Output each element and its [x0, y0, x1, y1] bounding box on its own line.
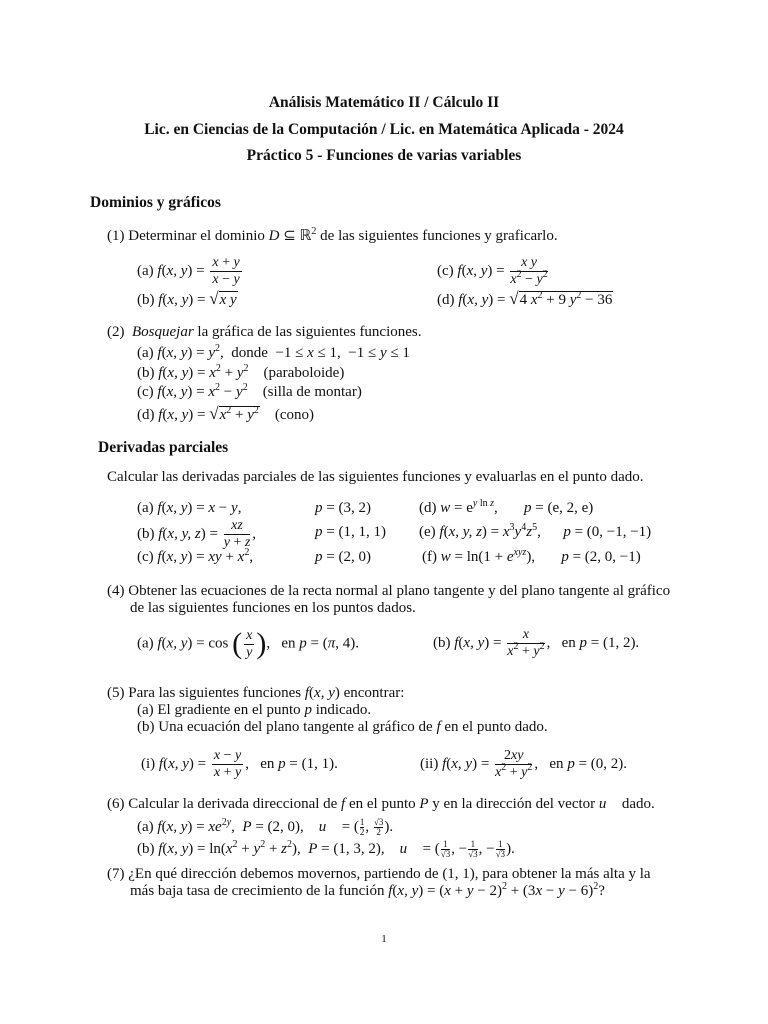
- problem-7-statement-line2: más baja tasa de crecimiento de la función f(x, $y) = (x + y - 2)^2 + (3x - y - 6)^2$?: [130, 881, 605, 899]
- problem-5a: (a) El gradiente en el punto p indicado.: [137, 702, 372, 718]
- course-title: Análisis Matemático II / Cálculo II: [268, 94, 500, 111]
- problem-6a: (a) f(x, $y) = xe^{2y}$, P = (2, 0), u⃗ = ( $\frac{1}{2}$ , $\frac{√3}{2}$ ).: [137, 816, 394, 837]
- problem-7-statement-line1: (7) ¿En qué dirección debemos movernos, partiendo de (1, 1), para obtener la más alta y la: [107, 866, 651, 882]
- section-heading-partials: Derivadas parciales: [98, 439, 229, 456]
- problem-1-statement: (1) Determinar el dominio D ⊆ ℝ$^2$ de las siguientes funciones y graficarlo.: [107, 226, 558, 244]
- problem-5-statement: (5) Para las siguientes funciones f(x, y) encontrar:: [107, 685, 405, 701]
- problem-5b: (b) Una ecuación del plano tangente al gráfico de f en el punto dado.: [137, 719, 548, 735]
- problem-3-statement: Calcular las derivadas parciales de las siguientes funciones y evaluarlas en el punto dado.: [107, 469, 644, 485]
- problem-4-statement-line1: (4) Obtener las ecuaciones de la recta normal al plano tangente y del plano tangente al gráfico: [107, 583, 671, 599]
- practice-title: Práctico 5 - Funciones de varias variables: [246, 147, 522, 164]
- problem-4a: (a) f(x, y) = cos ( $\frac{x}{y}$ ), en p = (π, 4).: [137, 627, 359, 660]
- problem-3a-point: p = (3, 2): [315, 500, 371, 516]
- page-number: 1: [381, 933, 387, 945]
- problem-1c: (c) f(x, y) = $\frac{\text{x y}}{x^2 - y^2}$: [437, 255, 548, 287]
- problem-3b: (b) f(x, y, z) = $\frac{xz}{y + z}$ ,: [137, 518, 257, 550]
- problem-3c-point: p = (2, 0): [315, 549, 371, 565]
- problem-2-statement: (2) Bosquejar la gráfica de las siguientes funciones.: [107, 324, 422, 340]
- section-heading-domains: Dominios y gráficos: [90, 194, 221, 211]
- problem-2a: (a) f(x, $y) = y^2$, donde −1 ≤ x ≤ 1, −1 ≤ y ≤ 1: [137, 343, 410, 361]
- program-title: Lic. en Ciencias de la Computación / Lic. en Matemática Aplicada - 2024: [144, 121, 624, 138]
- problem-1d: (d) f(x, y) = √4 $x^2 + 9$ $y^2 - 36$: [437, 289, 613, 308]
- problem-3f: (f) $w = \ln(1 + e^{xyz})$, p = (2, 0, −1): [422, 547, 641, 565]
- problem-2b: (b) f(x, $y) = x^2 + y^2$ (paraboloide): [137, 363, 345, 381]
- problem-5i: (i) f(x, y) = $\frac{x - y}{x + y}$ , en p = (1, 1).: [141, 748, 338, 780]
- problem-2d: (d) f(x, $y) = √x^2 + y^2$ (cono): [137, 404, 315, 423]
- problem-2c: (c) f(x, $y) = x^2 - y^2$ (silla de montar): [137, 382, 362, 400]
- problem-3b-point: p = (1, 1, 1): [315, 524, 386, 540]
- problem-3d: (d) $w = e^{y ln z}$, p = (e, 2, e): [419, 498, 594, 516]
- problem-3c: (c) f(x, y) = xy + $x^2$,: [137, 547, 254, 565]
- problem-6-statement: (6) Calcular la derivada direccional de f en el punto P y en la dirección del vector u⃗ dado.: [107, 796, 655, 812]
- problem-3a: (a) f(x, y) = x − y,: [137, 500, 242, 516]
- problem-4b: (b) f(x, y) = $\frac{x}{x^2 + y^2}$ , en p = (1, 2).: [433, 627, 640, 659]
- problem-1b: (b) f(x, y) = √x y: [137, 289, 237, 308]
- problem-6b: (b) f(x, $y) = \ln(x^2 + y^2 + z^2)$, P = (1, 3, 2), u⃗ = ( $\frac{1}{√3}$ , − $\frac{1}{√3}$ , − $\frac{1}{√3}$ ).: [137, 838, 515, 859]
- problem-3e: (e) f(x, y, $z) = x^3y^4z^5$, p = (0, −1, −1): [419, 522, 652, 540]
- problem-5ii: (ii) f(x, y) = $\frac{2xy}{x^2 + y^2}$ , en p = (0, 2).: [420, 748, 628, 780]
- problem-1a: (a) f(x, y) = $\frac{x + y}{x - y}$: [137, 255, 240, 287]
- problem-4-statement-line2: de las siguientes funciones en los puntos dados.: [130, 600, 416, 616]
